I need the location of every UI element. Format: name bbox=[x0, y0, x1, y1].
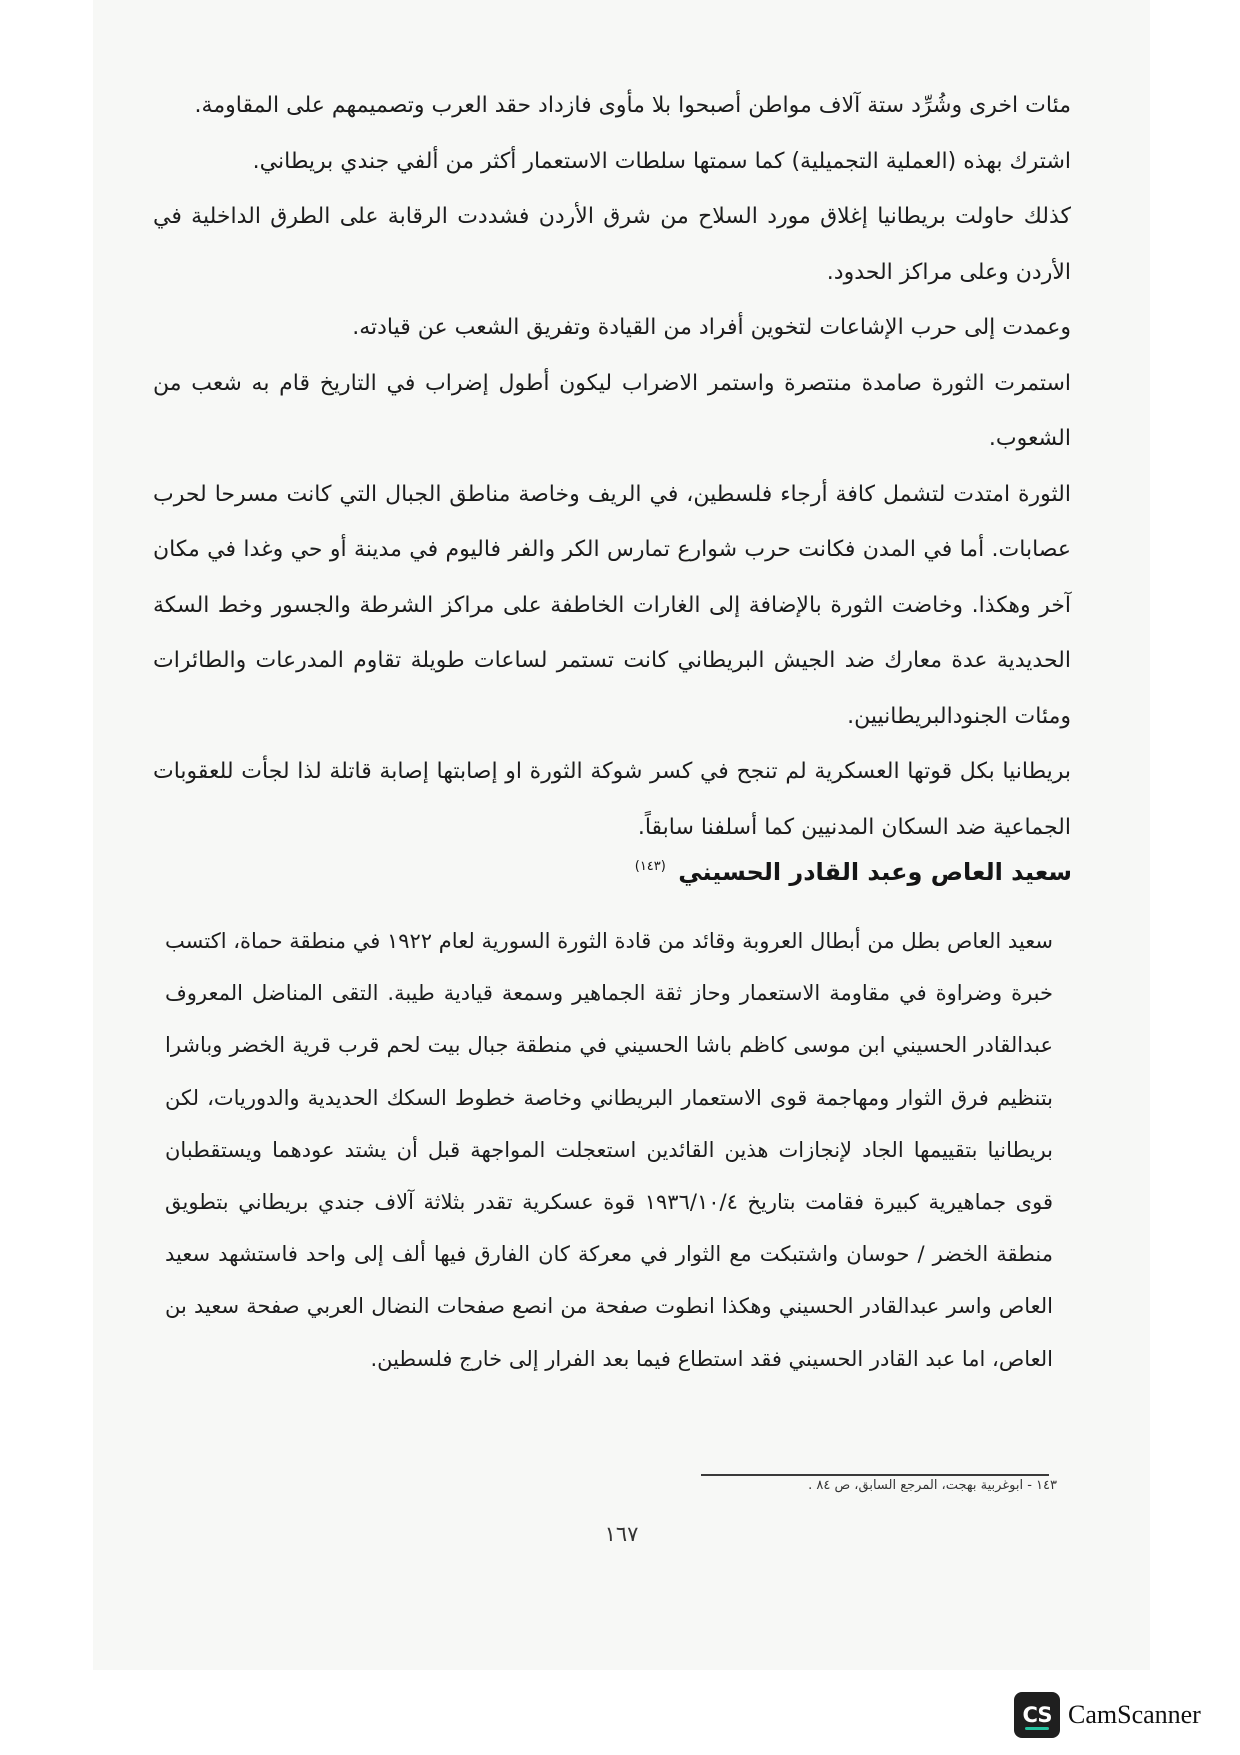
footnote-divider bbox=[701, 1474, 1049, 1476]
footnote-reference: (١٤٣) bbox=[634, 859, 666, 874]
paragraph: وعمدت إلى حرب الإشاعات لتخوين أفراد من القيادة وتفريق الشعب عن قيادته. bbox=[352, 315, 1071, 340]
watermark-brand: CamScanner bbox=[1068, 1700, 1201, 1729]
body-text-top bbox=[153, 78, 1071, 855]
camscanner-watermark bbox=[1014, 1691, 1201, 1739]
scanned-page bbox=[93, 0, 1150, 1670]
page-number: ١٦٧ bbox=[604, 1522, 639, 1546]
paragraph: بريطانيا بكل قوتها العسكرية لم تنجح في كسر شوكة الثورة او إصابتها إصابة قاتلة لذا لجأت للعقوبات الجماعية ضد السكان المدنيين كما أسلفنا سابقاً. bbox=[153, 759, 1071, 840]
footnote: ١٤٣ - ابوغربية بهجت، المرجع السابق، ص ٨٤ . bbox=[808, 1478, 1057, 1493]
paragraph: اشترك بهذه (العملية التجميلية) كما سمتها سلطات الاستعمار أكثر من ألفي جندي بريطاني. bbox=[252, 148, 1071, 174]
paragraph: الثورة امتدت لتشمل كافة أرجاء فلسطين، في الريف وخاصة مناطق الجبال التي كانت مسرحا لحرب عصابات. أما في المدن فكانت حرب شوارع تمارس الكر والفر فاليوم في مدينة أو حي وغدا في مكان آخر وهكذا. وخاضت الثورة بالإضافة إلى الغارات الخاطفة على مراكز الشرطة والجسور وخط السكة الحديدية عدة معارك ضد الجيش البريطاني كانت تستمر لساعات طويلة تقاوم المدرعات والطائرات ومئات الجنودالبريطانيين. bbox=[153, 481, 1071, 729]
paragraph: استمرت الثورة صامدة منتصرة واستمر الاضراب ليكون أطول إضراب في التاريخ قام به شعب من الشعوب. bbox=[153, 370, 1071, 451]
camscanner-logo-icon bbox=[1014, 1692, 1060, 1738]
section-heading-text: سعيد العاص وعبد القادر الحسيني bbox=[678, 858, 1072, 886]
section-heading bbox=[635, 858, 1072, 886]
logo-text: CS bbox=[1022, 1703, 1052, 1727]
paragraph: سعيد العاص بطل من أبطال العروبة وقائد من قادة الثورة السورية لعام ١٩٢٢ في منطقة حماة، اكتسب خبرة وضراوة في مقاومة الاستعمار وحاز ثقة الجماهير وسمعة قيادية طيبة. التقى المناضل المعروف عبدالقادر الحسيني ابن موسى كاظم باشا الحسيني في منطقة جبال بيت لحم قرب قرية الخضر وباشرا بتنظيم فرق الثوار ومهاجمة قوى الاستعمار البريطاني وخاصة خطوط السكك الحديدية والدوريات، لكن بريطانيا بتقييمها الجاد لإنجازات هذين القائدين استعجلت المواجهة قبل أن يشتد عودهما ويستقطبان قوى جماهيرية كبيرة فقامت بتاريخ ١٩٣٦/١٠/٤ قوة عسكرية تقدر بثلاثة آلاف جندي بريطاني بتطويق منطقة الخضر / حوسان واشتبكت مع الثوار في معركة كان الفارق فيها ألف إلى واحد فاستشهد سعيد العاص واسر عبدالقادر الحسيني وهكذا انطوت صفحة من انصع صفحات النضال العربي صفحة سعيد بن العاص، اما عبد القادر الحسيني فقد استطاع فيما بعد الفرار إلى خارج فلسطين. bbox=[165, 929, 1054, 1371]
paragraph: مئات اخرى وشُرِّد ستة آلاف مواطن أصبحوا بلا مأوى فازداد حقد العرب وتصميمهم على المقاومة. bbox=[194, 93, 1071, 118]
paragraph: كذلك حاولت بريطانيا إغلاق مورد السلاح من شرق الأردن فشددت الرقابة على الطرق الداخلية في الأردن وعلى مراكز الحدود. bbox=[153, 204, 1071, 285]
body-text-bottom bbox=[165, 915, 1053, 1385]
